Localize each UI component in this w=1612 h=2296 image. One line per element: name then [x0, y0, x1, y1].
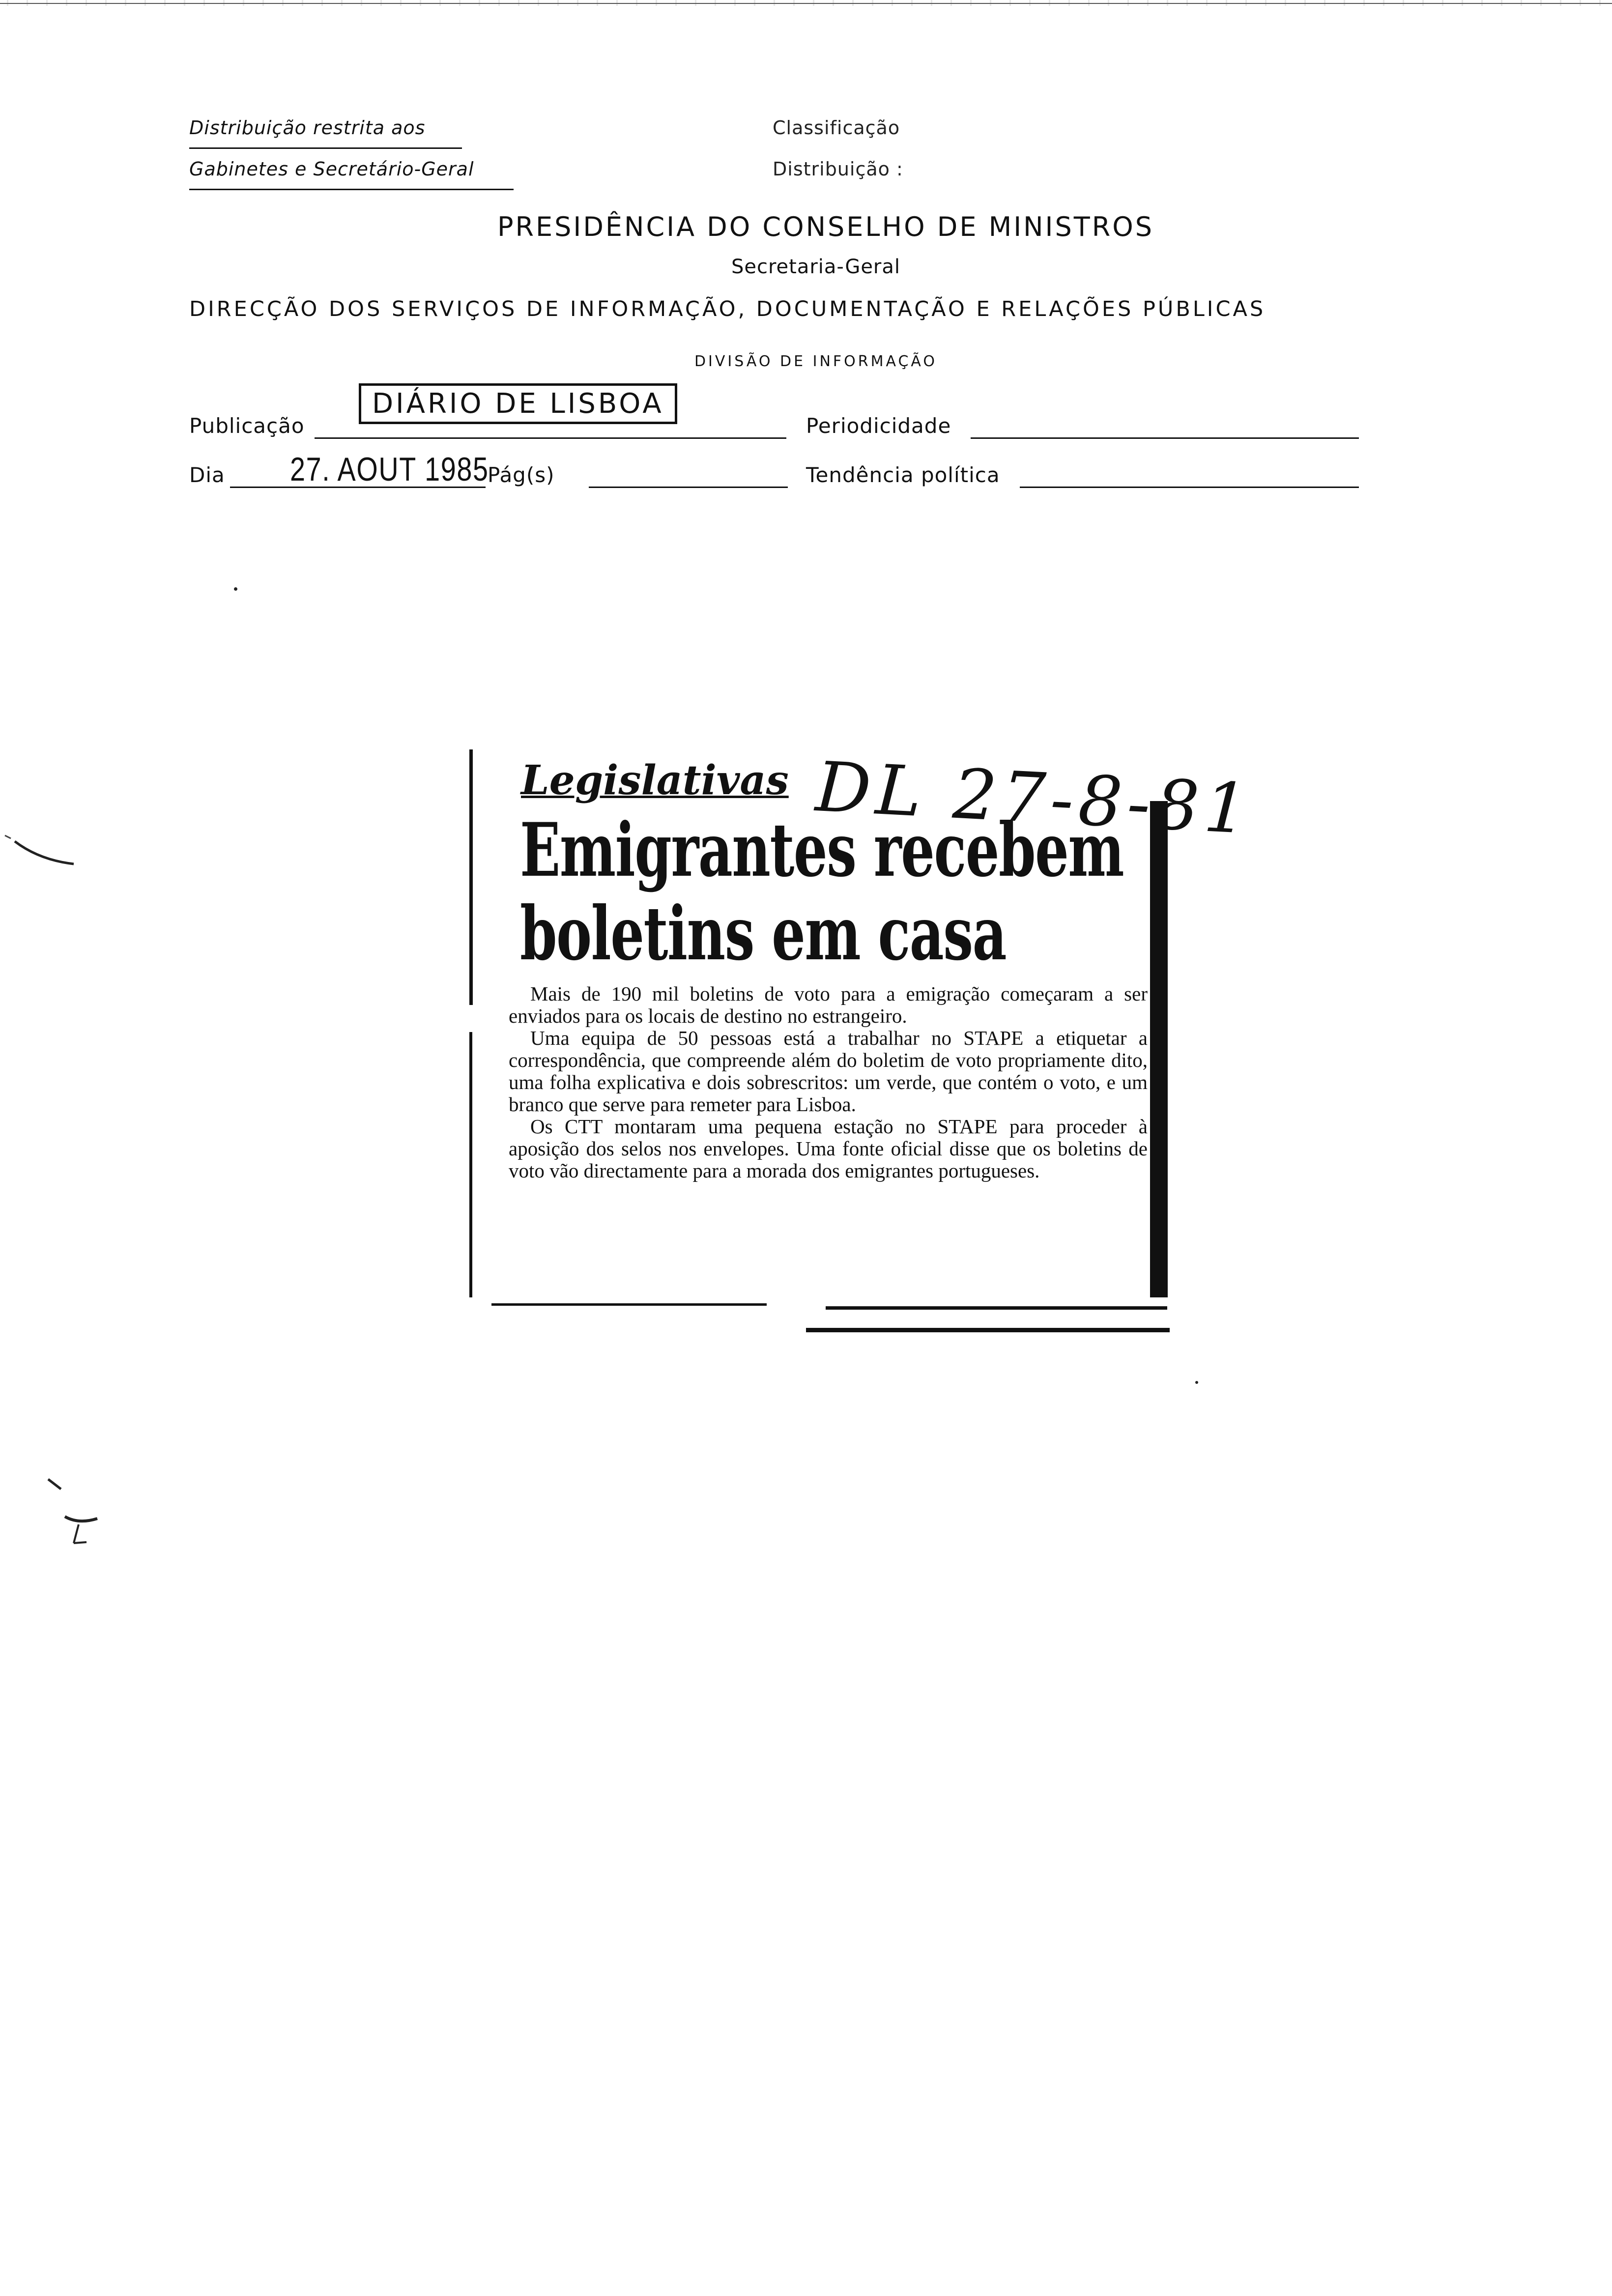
headline-line1: Emigrantes recebem	[520, 807, 1124, 893]
scan-margin-mark	[0, 826, 88, 885]
pags-label: Pág(s)	[488, 463, 555, 487]
clipping-left-rule-top	[469, 749, 473, 1005]
tendencia-label: Tendência política	[806, 463, 1000, 487]
dia-label: Dia	[189, 463, 225, 487]
article-paragraph: Uma equipa de 50 pessoas está a trabalhar no STAPE a etiquetar a correspondência, que compreende além do boletim de voto propriamente dito, uma folha explicativa e dois sobrescritos: um verde, que contém o voto, e um branco que serve para remeter para Lisboa.	[509, 1027, 1148, 1116]
header-underline-2	[189, 189, 514, 190]
scan-speck	[234, 587, 237, 591]
publication-stamp: DIÁRIO DE LISBOA	[359, 383, 677, 424]
directorate-name: DIRECÇÃO DOS SERVIÇOS DE INFORMAÇÃO, DOCUMENTAÇÃO E RELAÇÕES PÚBLICAS	[189, 297, 1266, 321]
publicacao-label: Publicação	[189, 414, 305, 438]
pags-rule	[589, 487, 788, 488]
scan-edge-line	[0, 3, 1612, 4]
periodicidade-rule	[971, 437, 1359, 439]
division-name: DIVISÃO DE INFORMAÇÃO	[694, 353, 938, 370]
date-stamp: 27. AOUT 1985	[290, 451, 489, 488]
handwritten-date-note: DL 27-8-81	[813, 747, 1255, 850]
clipping-left-rule-bottom	[469, 1032, 472, 1297]
classification-label: Classificação	[773, 117, 900, 139]
clipping-bottom-rule-thick	[806, 1328, 1170, 1332]
scan-speck	[1195, 1381, 1198, 1384]
publicacao-rule	[315, 437, 786, 439]
distribution-restriction-line2: Gabinetes e Secretário-Geral	[189, 158, 474, 180]
header-underline-1	[189, 147, 462, 149]
tendencia-rule	[1020, 487, 1359, 488]
article-body	[509, 983, 1148, 1182]
office-subtitle: Secretaria-Geral	[731, 256, 900, 278]
clipping-bottom-rule-right	[826, 1306, 1167, 1310]
distribution-label: Distribuição :	[773, 158, 903, 180]
office-title: PRESIDÊNCIA DO CONSELHO DE MINISTROS	[497, 211, 1154, 242]
periodicidade-label: Periodicidade	[806, 414, 951, 438]
headline-line2: boletins em casa	[520, 890, 1007, 977]
clipping-right-bar	[1150, 801, 1168, 1297]
clipping-bottom-rule-left	[491, 1303, 767, 1306]
article-paragraph: Mais de 190 mil boletins de voto para a emigração começaram a ser enviados para os locais de destino no estrangeiro.	[509, 982, 1148, 1027]
scan-margin-mark	[39, 1469, 118, 1568]
article-paragraph: Os CTT montaram uma pequena estação no STAPE para proceder à aposição dos selos nos envelopes. Uma fonte oficial disse que os boletins de voto vão directamente para a morada dos emigrantes portugueses.	[509, 1115, 1148, 1182]
clipping-section-label: Legislativas	[521, 757, 789, 804]
distribution-restriction-line1: Distribuição restrita aos	[189, 117, 426, 139]
